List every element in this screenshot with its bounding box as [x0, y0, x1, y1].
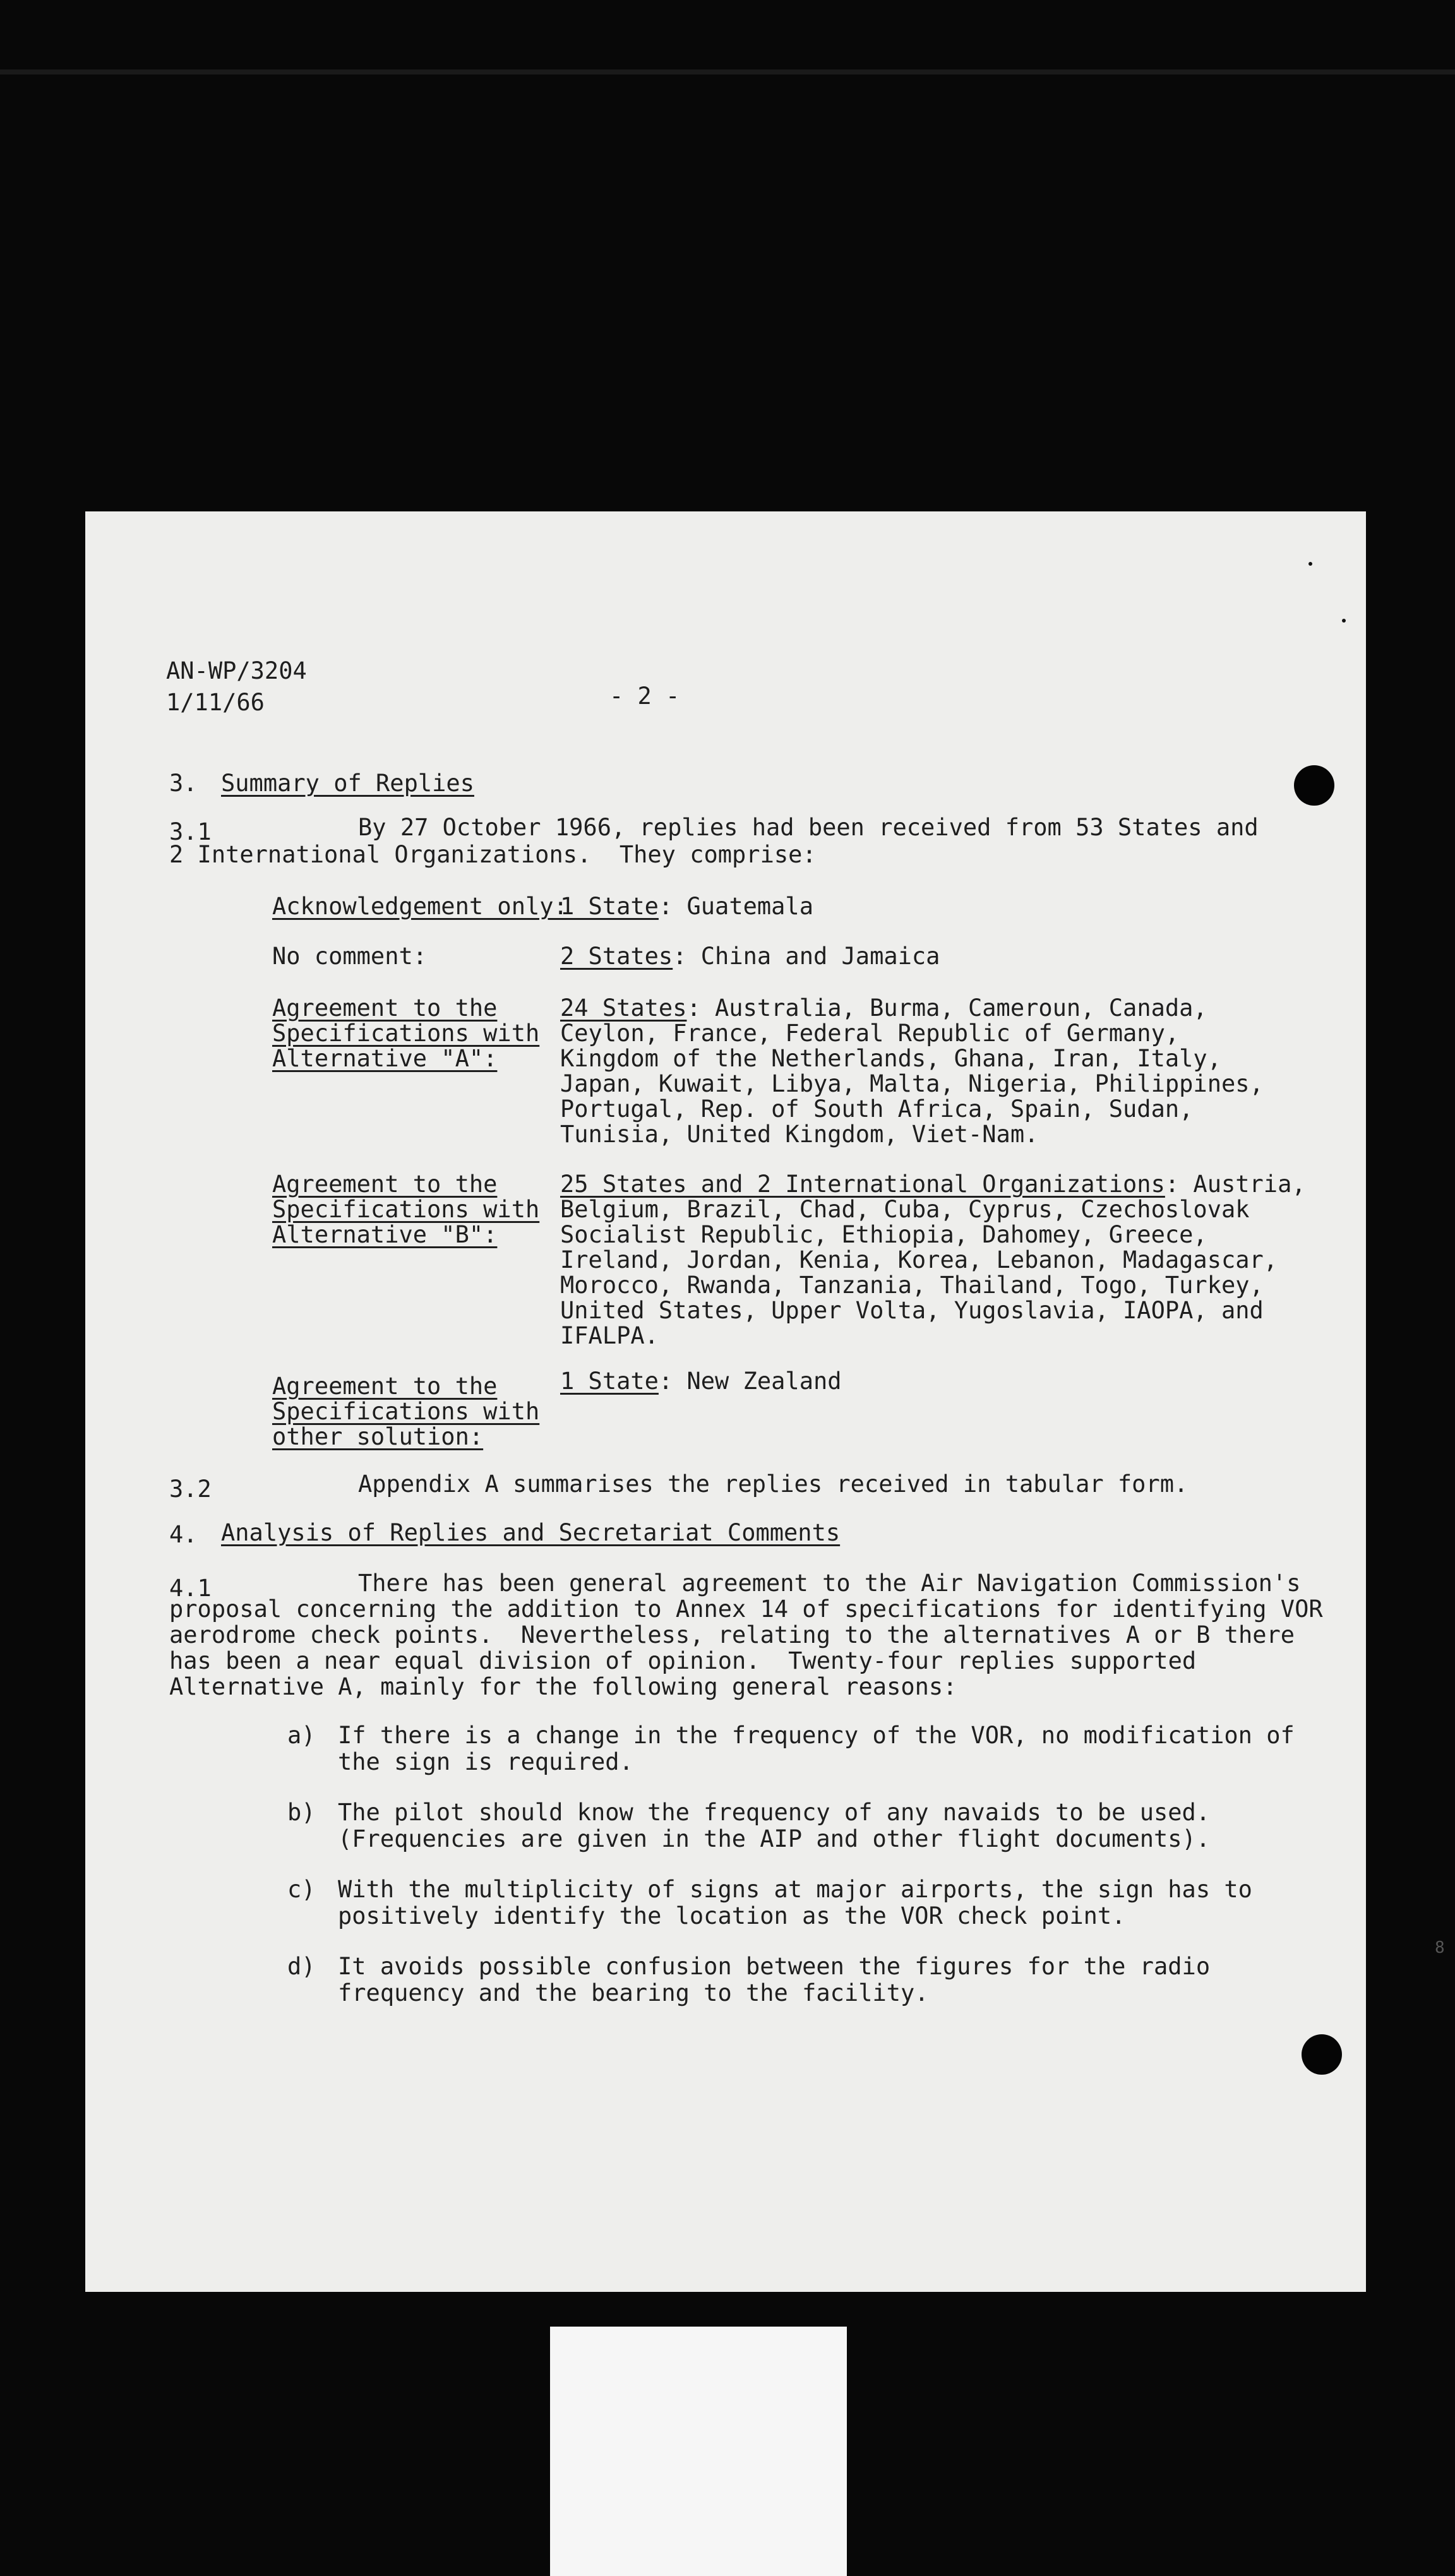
document-reference: AN-WP/3204 [166, 657, 307, 684]
category-count: 24 States [560, 994, 687, 1022]
reason-line: If there is a change in the frequency of the VOR, no modification of [338, 1722, 1295, 1749]
category-count: 1 State [560, 893, 659, 920]
category-members: United States, Upper Volta, Yugoslavia, IAOPA, and [560, 1297, 1264, 1324]
category-label: No comment: [272, 943, 428, 970]
paragraph-4-1-line: proposal concerning the addition to Annex 14 of specifications for identifying VOR [169, 1595, 1323, 1623]
category-members: Ceylon, France, Federal Republic of Germany, [560, 1020, 1180, 1047]
paragraph-3-1-line: 2 International Organizations. They comprise: [169, 841, 817, 868]
paragraph-3-2-number: 3.2 [169, 1476, 212, 1503]
category-members: Portugal, Rep. of South Africa, Spain, Sudan, [560, 1095, 1194, 1123]
speck [1342, 619, 1346, 623]
reason-line: (Frequencies are given in the AIP and other flight documents). [338, 1825, 1211, 1852]
reason-line: It avoids possible confusion between the figures for the radio [338, 1953, 1211, 1980]
category-members: Japan, Kuwait, Libya, Malta, Nigeria, Philippines, [560, 1070, 1264, 1097]
category-members: Belgium, Brazil, Chad, Cuba, Cyprus, Czechoslovak [560, 1196, 1250, 1223]
category-label: Specifications with [272, 1398, 540, 1425]
document-date: 1/11/66 [166, 689, 265, 716]
document-page [85, 511, 1366, 2292]
speck [1308, 562, 1312, 566]
section-3-number: 3. [169, 770, 198, 797]
punch-hole-top [1294, 765, 1334, 806]
reason-line: frequency and the bearing to the facility. [338, 1979, 929, 2007]
reason-marker: c) [287, 1876, 316, 1903]
category-members: : Austria, [1165, 1171, 1306, 1198]
category-label: Alternative "B": [272, 1221, 498, 1248]
paragraph-4-1-line: aerodrome check points. Nevertheless, relating to the alternatives A or B there [169, 1621, 1295, 1649]
category-label: Acknowledgement only: [272, 893, 568, 920]
scan-edge [0, 69, 1455, 75]
category-members: Tunisia, United Kingdom, Viet-Nam. [560, 1121, 1039, 1148]
category-value [560, 893, 813, 920]
category-label: other solution: [272, 1423, 484, 1450]
category-count: 25 States and 2 International Organizations [560, 1171, 1165, 1198]
category-value [560, 1368, 842, 1395]
reason-marker: d) [287, 1953, 316, 1980]
category-members: : China and Jamaica [673, 943, 940, 970]
category-members: Ireland, Jordan, Kenia, Korea, Lebanon, Madagascar, [560, 1246, 1278, 1273]
paragraph-3-1-line: By 27 October 1966, replies had been received from 53 States and [358, 814, 1259, 841]
category-label: Agreement to the [272, 1373, 498, 1400]
category-count: 2 States [560, 943, 673, 970]
category-value [560, 995, 1207, 1022]
page-number: - 2 - [609, 683, 680, 710]
margin-mark: 8 [1435, 1938, 1445, 1957]
reason-marker: b) [287, 1799, 316, 1826]
category-label: Alternative "A": [272, 1045, 498, 1072]
paragraph-4-1-line: has been a near equal division of opinion. Twenty-four replies supported [169, 1647, 1197, 1674]
reason-line: the sign is required. [338, 1748, 633, 1775]
category-members: : Australia, Burma, Cameroun, Canada, [686, 994, 1207, 1022]
reason-line: The pilot should know the frequency of any navaids to be used. [338, 1799, 1211, 1826]
category-count: 1 State [560, 1368, 659, 1395]
paragraph-4-1-number: 4.1 [169, 1575, 212, 1602]
category-label: Agreement to the [272, 1171, 498, 1198]
paragraph-4-1-line: Alternative A, mainly for the following general reasons: [169, 1673, 957, 1700]
category-members: Kingdom of the Netherlands, Ghana, Iran, Italy, [560, 1045, 1221, 1072]
category-members: IFALPA. [560, 1322, 659, 1349]
reason-line: With the multiplicity of signs at major airports, the sign has to [338, 1876, 1252, 1903]
category-value [560, 1171, 1306, 1198]
reason-line: positively identify the location as the VOR check point. [338, 1902, 1126, 1929]
category-value [560, 943, 940, 970]
paragraph-3-1-number: 3.1 [169, 818, 212, 845]
category-members: : Guatemala [658, 893, 813, 920]
reason-marker: a) [287, 1722, 316, 1749]
next-page-stub [550, 2327, 847, 2576]
paragraph-3-2-text: Appendix A summarises the replies received in tabular form. [358, 1470, 1189, 1498]
section-4-number: 4. [169, 1521, 198, 1548]
section-4-title: Analysis of Replies and Secretariat Comments [221, 1519, 841, 1546]
category-label: Agreement to the [272, 994, 498, 1022]
paragraph-4-1-line: There has been general agreement to the Air Navigation Commission's [358, 1570, 1301, 1597]
category-members: : New Zealand [658, 1368, 842, 1395]
category-label: Specifications with [272, 1020, 540, 1047]
category-label: Specifications with [272, 1196, 540, 1223]
category-members: Morocco, Rwanda, Tanzania, Thailand, Togo, Turkey, [560, 1272, 1264, 1299]
punch-hole-bottom [1302, 2034, 1342, 2075]
category-members: Socialist Republic, Ethiopia, Dahomey, Greece, [560, 1221, 1207, 1248]
section-3-title: Summary of Replies [221, 770, 474, 797]
